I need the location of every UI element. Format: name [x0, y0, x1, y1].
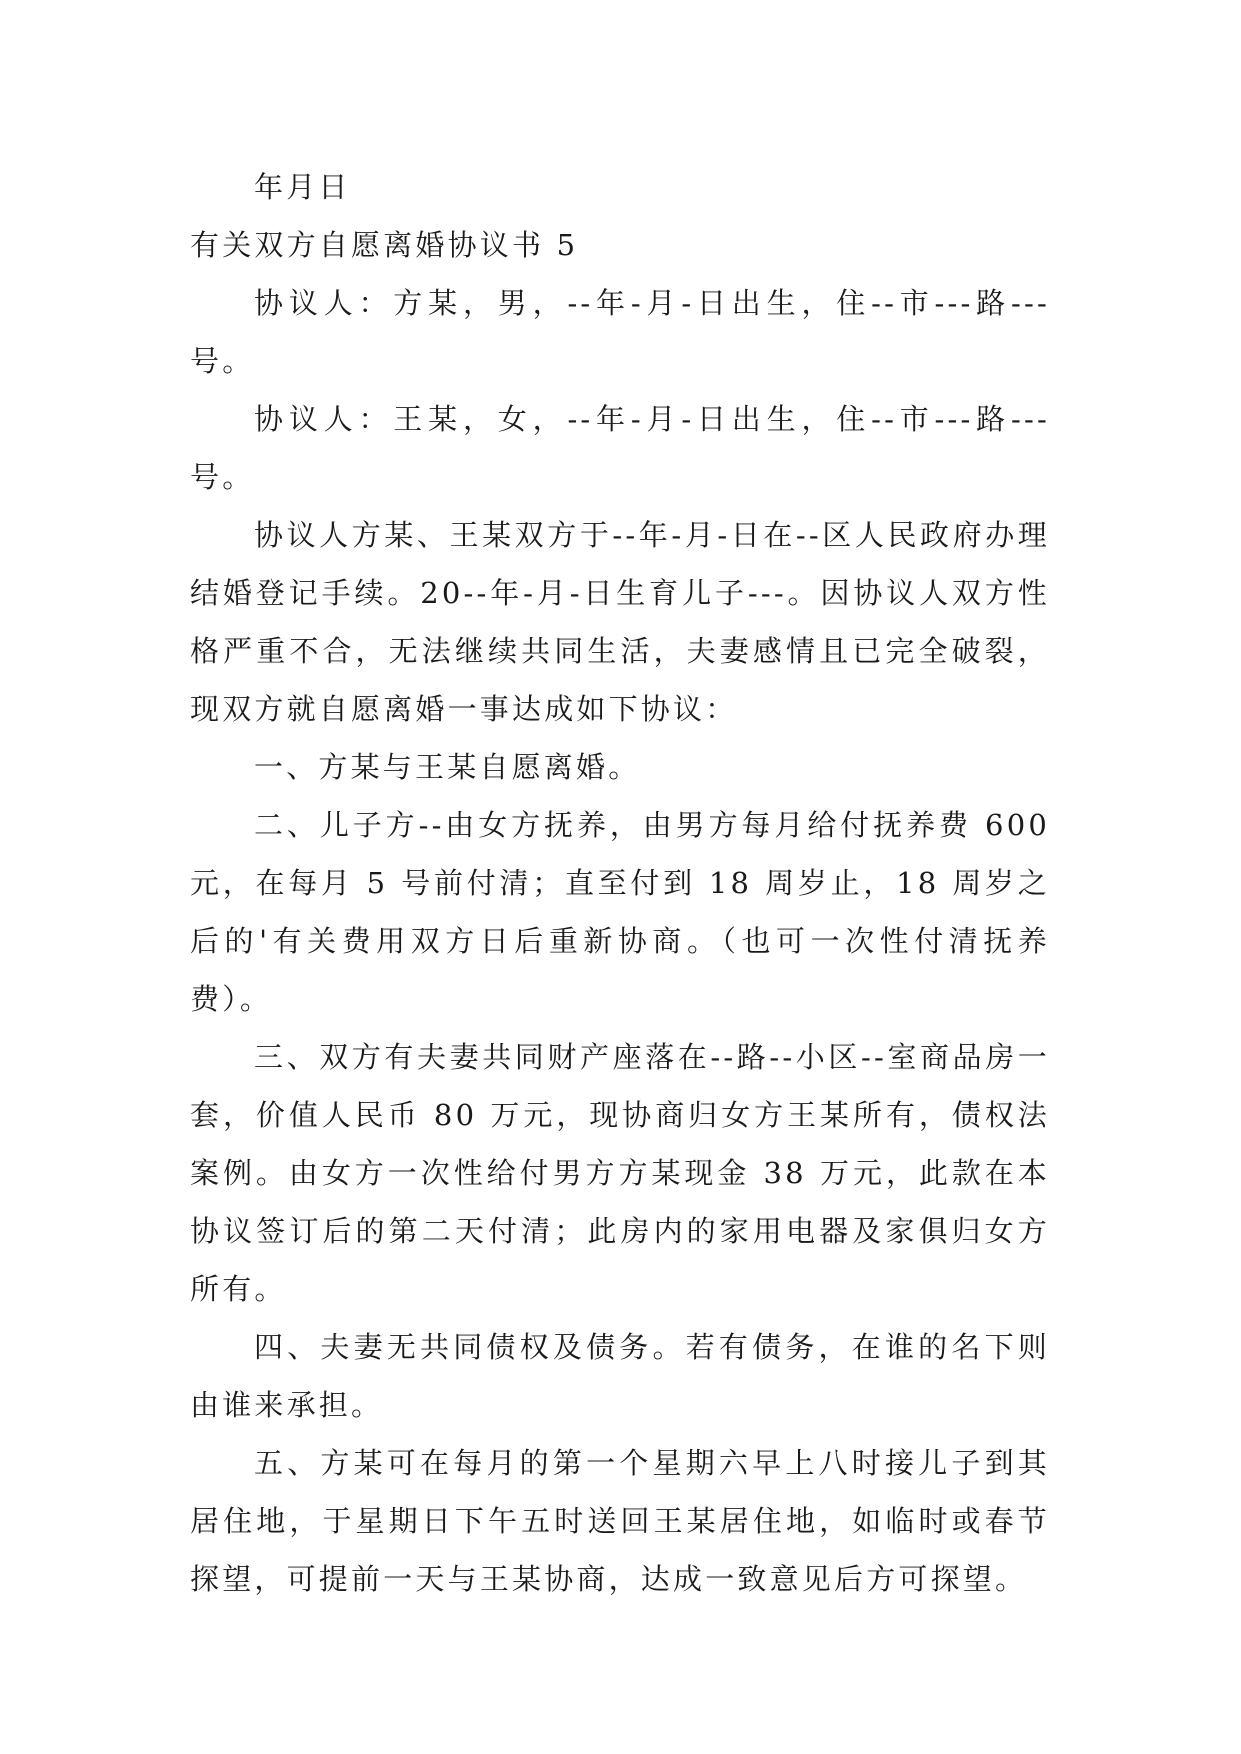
paragraph-background: 协议人方某、王某双方于--年-月-日在--区人民政府办理结婚登记手续。20--年-月-日生育儿子---。因协议人双方性格严重不合，无法继续共同生活，夫妻感情且已完全破裂，现双方就自愿离婚一事达成如下协议： [190, 518, 1050, 726]
document-title: 有关双方自愿离婚协议书 5 [190, 228, 579, 262]
clause-4: 四、夫妻无共同债权及债务。若有债务，在谁的名下则由谁来承担。 [190, 1330, 1050, 1422]
document-page [190, 158, 1050, 1608]
clause-3: 三、双方有夫妻共同财产座落在--路--小区--室商品房一套，价值人民币 80 万元，现协商归女方王某所有，债权法案例。由女方一次性给付男方方某现金 38 万元，此款在本协议签订后的第二天付清；此房内的家用电器及家俱归女方所有。 [190, 1040, 1050, 1306]
paragraph-party-man: 协议人：方某，男，--年-月-日出生，住--市---路---号。 [190, 286, 1050, 378]
clause-1: 一、方某与王某自愿离婚。 [254, 750, 641, 784]
date-line: 年月日 [254, 170, 351, 204]
paragraph-party-woman: 协议人：王某，女，--年-月-日出生，住--市---路---号。 [190, 402, 1050, 494]
clause-5: 五、方某可在每月的第一个星期六早上八时接儿子到其居住地，于星期日下午五时送回王某居住地，如临时或春节探望，可提前一天与王某协商，达成一致意见后方可探望。 [190, 1446, 1050, 1596]
clause-2: 二、儿子方--由女方抚养，由男方每月给付抚养费 600 元，在每月 5 号前付清；直至付到 18 周岁止，18 周岁之后的'有关费用双方日后重新协商。（也可一次性付清抚养费）。 [190, 808, 1050, 1016]
